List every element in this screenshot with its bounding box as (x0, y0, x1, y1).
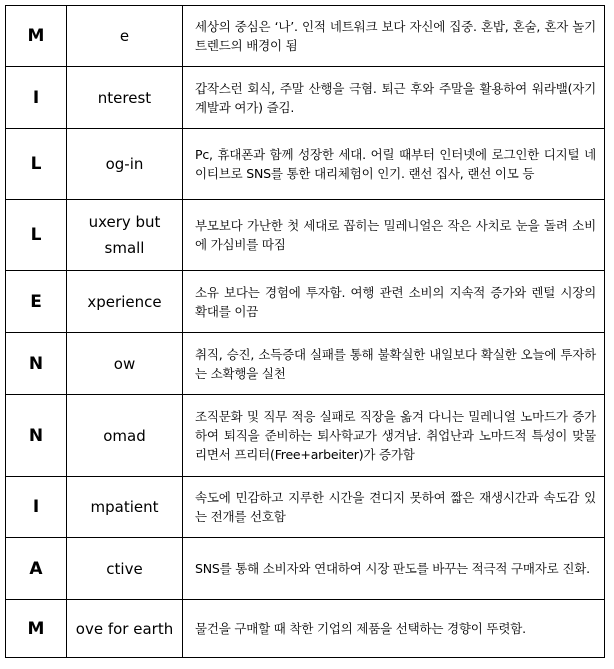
table-row (6, 6, 605, 67)
row-letter: I (6, 477, 67, 538)
row-word: mpatient (67, 477, 183, 538)
row-letter: M (6, 6, 67, 67)
millennial-table (5, 5, 605, 658)
row-description: 세상의 중심은 ‘나’. 인적 네트워크 보다 자신에 집중. 혼밥, 혼술, 혼자 놀기 트렌드의 배경이 됨 (183, 6, 605, 67)
row-word: uxery but small (67, 200, 183, 271)
row-letter: A (6, 538, 67, 600)
row-word: ctive (67, 538, 183, 600)
row-word: ove for earth (67, 600, 183, 658)
row-description: 취직, 승진, 소득증대 실패를 통해 불확실한 내일보다 확실한 오늘에 투자하는 소확행을 실천 (183, 333, 605, 395)
row-letter: E (6, 271, 67, 333)
row-letter: L (6, 200, 67, 271)
row-description: 소유 보다는 경험에 투자함. 여행 관련 소비의 지속적 증가와 렌털 시장의 확대를 이끔 (183, 271, 605, 333)
row-letter: I (6, 67, 67, 129)
row-word: og-in (67, 129, 183, 200)
row-description: 물건을 구매할 때 착한 기업의 제품을 선택하는 경향이 뚜렷함. (183, 600, 605, 658)
row-word: nterest (67, 67, 183, 129)
table-row (6, 67, 605, 129)
row-letter: N (6, 333, 67, 395)
row-letter: M (6, 600, 67, 658)
table-row (6, 600, 605, 658)
table-row (6, 477, 605, 538)
row-word: xperience (67, 271, 183, 333)
row-word: ow (67, 333, 183, 395)
table-row (6, 271, 605, 333)
table-row (6, 538, 605, 600)
table-row (6, 200, 605, 271)
row-description: 부모보다 가난한 첫 세대로 꼽히는 밀레니얼은 작은 사치로 눈을 돌려 소비에 가심비를 따짐 (183, 200, 605, 271)
row-description: 속도에 민감하고 지루한 시간을 견디지 못하여 짧은 재생시간과 속도감 있는 전개를 선호함 (183, 477, 605, 538)
row-description: 조직문화 및 직무 적응 실패로 직장을 옮겨 다니는 밀레니얼 노마드가 증가하여 퇴직을 준비하는 퇴사학교가 생겨남. 취업난과 노마드적 특성이 맞물리면서 프리터(Free+arbeiter)가 증가함 (183, 395, 605, 477)
table-row (6, 129, 605, 200)
table-row (6, 333, 605, 395)
table-row (6, 395, 605, 477)
row-letter: N (6, 395, 67, 477)
row-description: Pc, 휴대폰과 함께 성장한 세대. 어릴 때부터 인터넷에 로그인한 디지털 네이티브로 SNS를 통한 대리체험이 인기. 랜선 집사, 랜선 이모 등 (183, 129, 605, 200)
row-description: SNS를 통해 소비자와 연대하여 시장 판도를 바꾸는 적극적 구매자로 진화. (183, 538, 605, 600)
row-word: omad (67, 395, 183, 477)
row-word: e (67, 6, 183, 67)
row-description: 갑작스런 회식, 주말 산행을 극혐. 퇴근 후와 주말을 활용하여 워라밸(자기계발과 여가) 즐김. (183, 67, 605, 129)
row-letter: L (6, 129, 67, 200)
